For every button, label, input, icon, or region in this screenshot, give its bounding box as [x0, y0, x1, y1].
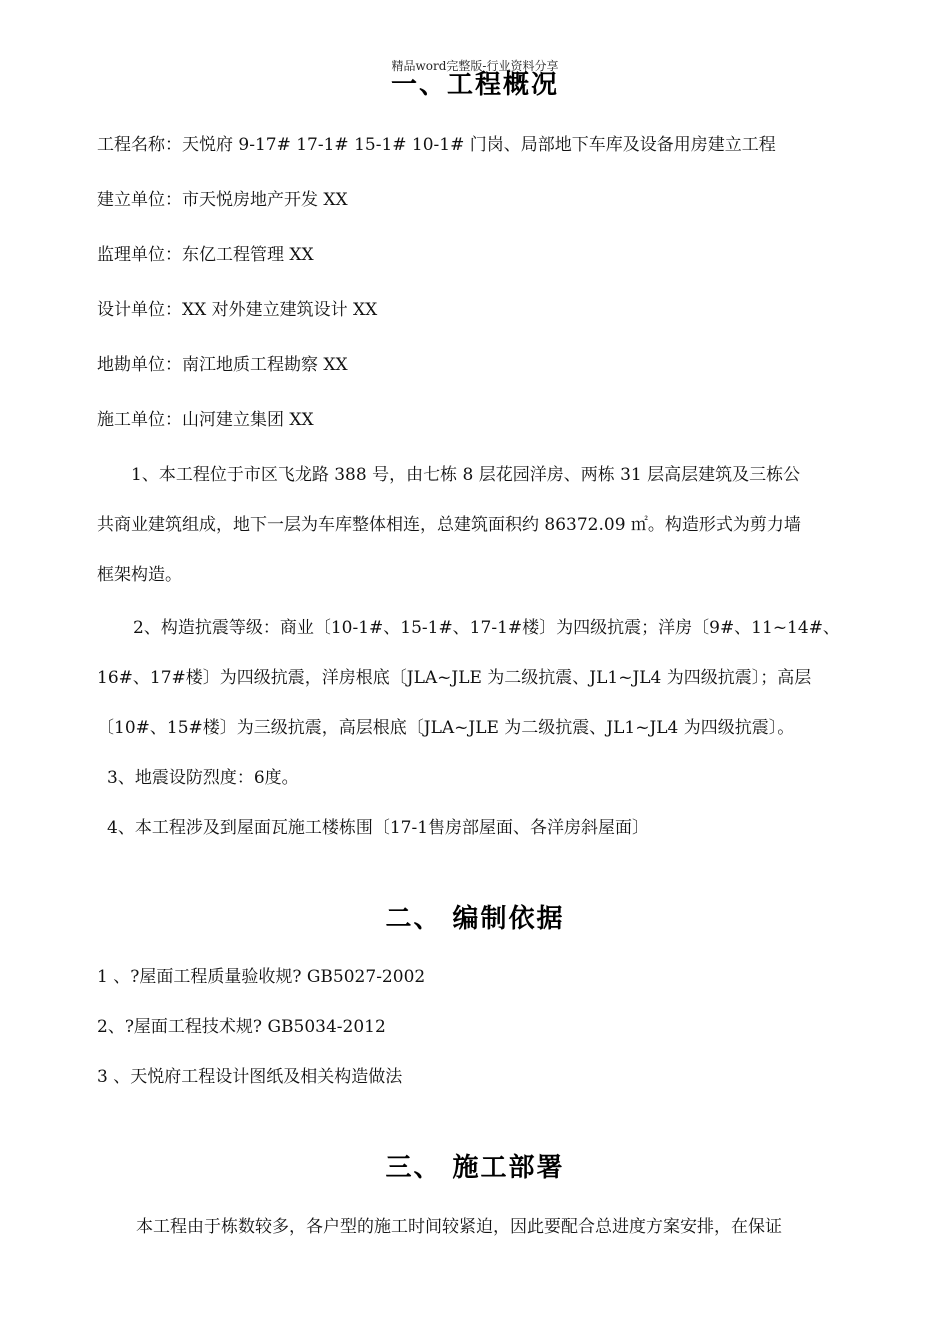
- section-title-basis: 二、 编制依据: [385, 904, 565, 934]
- basis-item-3: 3 、天悦府工程设计图纸及相关构造做法: [97, 1067, 403, 1087]
- surveyor-line: 地勘单位：南江地质工程勘察 XX: [97, 355, 348, 375]
- project-name-line: 工程名称：天悦府 9-17# 17-1# 15-1# 10-1# 门岗、局部地下车库及设备用房建立工程: [97, 135, 776, 155]
- deployment-paragraph-line1: 本工程由于栋数较多，各户型的施工时间较紧迫，因此要配合总进度方案安排，在保证: [136, 1217, 782, 1237]
- designer-line: 设计单位：XX 对外建立建筑设计 XX: [97, 300, 378, 320]
- contractor-line: 施工单位：山河建立集团 XX: [97, 410, 314, 430]
- builder-line: 建立单位：市天悦房地产开发 XX: [97, 190, 348, 210]
- basis-item-1: 1 、?屋面工程质量验收规? GB5027-2002: [97, 967, 426, 987]
- item4-line: 4、本工程涉及到屋面瓦施工楼栋围〔17-1售房部屋面、各洋房斜屋面〕: [107, 818, 650, 838]
- basis-item-2: 2、?屋面工程技术规? GB5034-2012: [97, 1017, 386, 1037]
- section-title-deployment: 三、 施工部署: [385, 1153, 565, 1183]
- item1-line3: 框架构造。: [97, 565, 182, 585]
- item2-line3: 〔10#、15#楼〕为三级抗震，高层根底〔JLA~JLE 为二级抗震、JL1~JL4 为四级抗震〕。: [97, 718, 795, 738]
- item2-line2: 16#、17#楼〕为四级抗震，洋房根底〔JLA~JLE 为二级抗震、JL1~JL4 为四级抗震〕；高层: [97, 668, 812, 688]
- header-watermark-note: 精品word完整版-行业资料分享: [391, 59, 559, 73]
- supervisor-line: 监理单位：东亿工程管理 XX: [97, 245, 314, 265]
- item1-line2: 共商业建筑组成，地下一层为车库整体相连，总建筑面积约 86372.09 ㎡。构造形式为剪力墙: [97, 515, 801, 535]
- section-title-overview: 一、工程概况: [390, 70, 559, 100]
- item1-line1: 1、本工程位于市区飞龙路 388 号，由七栋 8 层花园洋房、两栋 31 层高层建筑及三栋公: [131, 465, 801, 485]
- item3-line: 3、地震设防烈度：6度。: [107, 768, 299, 788]
- item2-line1: 2、构造抗震等级：商业〔10-1#、15-1#、17-1#楼〕为四级抗震；洋房〔9#、11~14#、: [133, 618, 840, 638]
